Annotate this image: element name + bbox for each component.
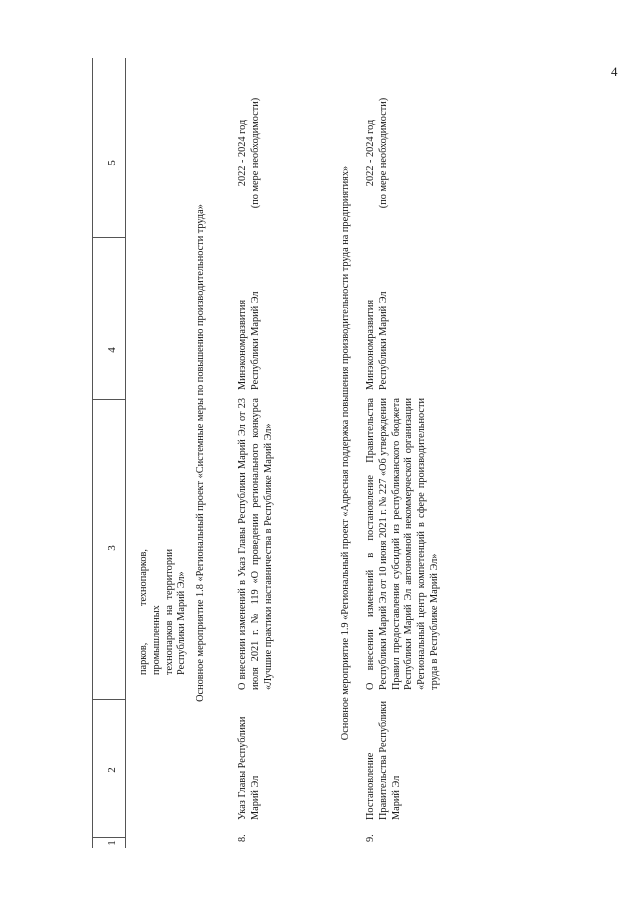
header-divider-4 [92,237,125,238]
row-9-deadline-period: 2022 - 2024 год [365,119,376,187]
header-divider-3 [92,399,125,400]
rotated-document-table [85,58,615,848]
row-9-deadline-note: (по мере необходимости) [377,97,389,209]
column-number-4: 4 [106,347,118,353]
row-9-number: 9. [365,834,376,842]
page-number: 4 [611,64,618,79]
table-top-rule [92,58,93,848]
row-9-executor: Минэкономразвития Республики Марий Эл [365,291,389,390]
row-9-deadline [365,58,391,248]
header-divider-2 [92,699,125,700]
row-8-executor: Минэкономразвития Республики Марий Эл [237,291,261,390]
row-9-document-type: Постановление Правительства Республики Марий Эл [365,700,402,820]
row-8-number: 8. [237,834,248,842]
column-number-5: 5 [106,160,118,166]
section-heading-1-8: Основное мероприятие 1.8 «Региональный проект «Системные меры по повышению производительности труда» [195,204,206,702]
section-heading-1-9: Основное мероприятие 1.9 «Региональный проект «Адресная поддержка повышения производительности труда на предприятиях» [340,165,351,741]
row-9-document-content: О внесении изменений в постановление Правительства Республики Марий Эл от 10 июня 2021 г. № 227 «Об утверждении Правил предоставления субсидий из республиканского бюджета Республики Марий Эл автономной некоммерческой организации «Региональный центр компетенций в сфере производительности труда в Республике Марий Эл» [365,398,440,690]
column-number-3: 3 [106,545,118,551]
table-header-rule [125,58,126,848]
row-8-deadline [237,58,263,248]
row-8-deadline-period: 2022 - 2024 год [237,119,248,187]
continuation-cell-text: парков, технопарков, промышленных технопарков на территории Республики Марий Эл» [138,549,188,675]
row-8-document-content: О внесении изменений в Указ Главы Республики Марий Эл от 23 июля 2021 г. № 119 «О проведении регионального конкурса «Лучшие практики наставничества в Республике Марий Эл» [237,398,274,690]
column-number-2: 2 [106,767,118,773]
row-8-document-type: Указ Главы Республики Марий Эл [237,716,261,820]
row-8-deadline-note: (по мере необходимости) [249,97,261,209]
column-number-1: 1 [106,840,118,846]
